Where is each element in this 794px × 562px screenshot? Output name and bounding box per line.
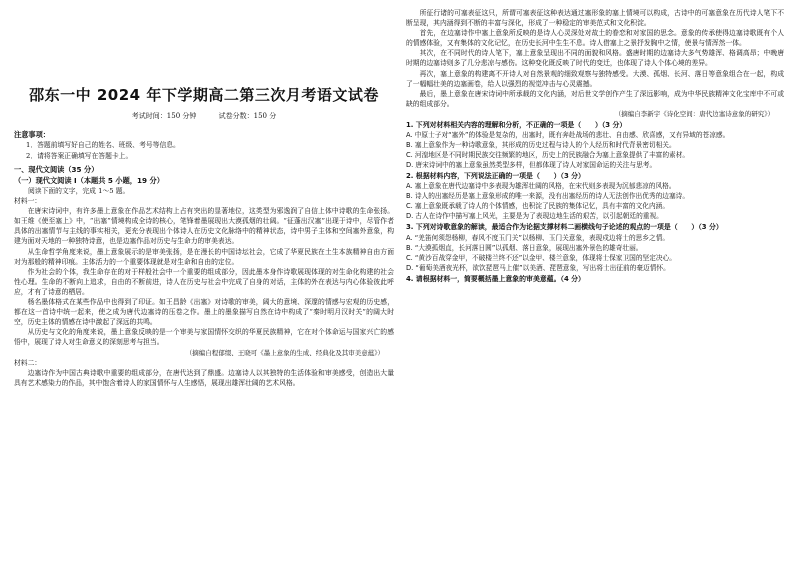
question-3: 3. 下列对诗歌意象的解读，最适合作为论据支撑材料二画横线句子论述的观点的一项是（ ）（3 分） <box>406 223 723 232</box>
question-3-option-c: C. “黄沙百战穿金甲，不破楼兰终不还”以金甲、楼兰意象，体现将士保家卫国的坚定决心。 <box>406 253 676 262</box>
passage-paragraph: 作为社会的个体，我生命存在的对于样般社会中一个重要的组成部分，因此墨本身作诗歌展现体现的对生命化构建的社会性心理。生命的不断向上追求，自由的不断前进，诗人在历史与社会中完成了自身的对话，主体的外在表达与内心体验彼此呼应，才有了诗意的栖居。 <box>14 267 394 296</box>
material-two-citation: （摘编自李新宇《诗化空间：唐代边塞诗意象的研究》） <box>614 109 774 118</box>
section-title: 一、现代文阅读（35 分） <box>14 165 99 174</box>
question-1-option-a: A. 中原士子对“塞外”的体验是复杂的，出塞时，既有奔赴战场的悲壮、自由感、欣喜感，又有异域的苍凉感。 <box>406 131 730 140</box>
section-instructions: 阅读下面的文字，完成 1～5 题。 <box>28 187 130 195</box>
material-one-citation: （摘编自程郁缀、王晓可《墨上意象的生成、经典化及其审美意蕴》） <box>185 348 384 357</box>
passage-paragraph: 从历史与文化的角度来说，墨上意象反映的是一个审美与家国情怀交织的华夏民族精神，它在对个体命运与国家兴亡的感悟中，展现了诗人对生命意义的深刻思考与担当。 <box>14 328 394 347</box>
note-item: 1．答题前填写好自己的姓名、班级、考号等信息。 <box>26 141 180 149</box>
question-2-option-a: A. 塞上意象在唐代边塞诗中多表现为雄浑壮阔的风格，在宋代则多表现为沉郁悲凉的风格。 <box>406 182 676 191</box>
exam-time: 考试时间：150 分钟 <box>131 112 197 120</box>
passage-paragraph: 最后，墨上意象在唐宋诗词中所承载的文化内涵，对后世文学创作产生了深远影响，成为中华民族精神文化宝库中不可或缺的组成部分。 <box>406 89 784 108</box>
material-two-label: 材料二： <box>14 358 42 367</box>
question-2-option-b: B. 诗人的出塞经历是塞上意象形成的唯一来源，没有出塞经历的诗人无法创作出优秀的边塞诗。 <box>406 192 690 201</box>
question-1-option-b: B. 塞上意象作为一种诗歌意象，其形成的历史过程与诗人的个人经历和时代背景密切相关。 <box>406 141 676 150</box>
passage-paragraph: 从生命哲学角度来说，墨上意象展示的是审美张扬，是在漫长的中国诗坛社会，它成了华夏民族在土生本族精神自由方面对为那般的精神印痕。主体活力的一个重要体现就是对生命和自由的定位。 <box>14 247 394 266</box>
left-column <box>14 8 394 388</box>
question-4: 4. 请根据材料一，简要概括墨上意象的审美意蕴。（4 分） <box>406 274 585 283</box>
passage-paragraph: 所征行诸的可塞表征这只，所谓可塞表征这种表达通过塞形象的塞上情境可以构成，古诗中的可塞意象在历代诗人笔下不断呈现，其内涵得到不断的丰富与深化，形成了一种稳定的审美范式和文化积淀。 <box>406 9 784 28</box>
passage-paragraph: 在唐宋诗词中，有许多墨上意象在作品艺术结构上占有突出的显著地位，这类型为邪逸润了自信上体中诗歌的生命张扬。如王维《使至塞上》中，“出塞”情境构成全诗的核心，笔锋着墨展现出大漠孤烟的壮阔。“征蓬出汉塞”出现于诗中，尽管作者具体的出塞情节与主线的事实相关，更充分表现出个体诗人在历史文化脉络中的精神状态，诗中男子主体和空间塞外意象，构建为面对天地的一种独特诗意，也是边塞作品对历史与生命力的审美表达。 <box>14 207 394 246</box>
right-column <box>406 8 784 284</box>
question-3-option-b: B. “大漠孤烟直，长河落日圆”以孤烟、落日意象，展现出塞外景色的雄奇壮丽。 <box>406 243 643 252</box>
passage-paragraph: 边塞诗作为中国古典诗歌中重要的组成部分，在唐代达到了鼎盛。边塞诗人以其独特的生活体验和审美感受，创造出大量具有艺术感染力的作品，其中饱含着诗人的家国情怀与人生感悟，展现出雄浑壮阔的艺术风格。 <box>14 368 394 387</box>
exam-score: 试卷分数：150 分 <box>218 112 277 120</box>
notes-heading: 注意事项： <box>14 130 50 139</box>
passage-paragraph: 其次，在不同时代的诗人笔下，塞上意象呈现出不同的面貌和风格。盛唐时期的边塞诗大多气势雄浑、格调高昂；中晚唐时期的边塞诗则多了几分悲凉与感伤。这种变化既反映了时代的变迁，也体现了诗人个体心境的差异。 <box>406 49 784 68</box>
question-2-option-c: C. 塞上意象既承载了诗人的个体情感，也积淀了民族的集体记忆，具有丰富的文化内涵。 <box>406 202 670 211</box>
question-3-option-a: A. “羌笛何须怨杨柳，春风不度玉门关”以杨柳、玉门关意象，表现戍边将士的思乡之情。 <box>406 233 670 242</box>
question-2-option-d: D. 古人在诗作中描写塞上风光，主要是为了表现边地生活的艰苦，以引起朝廷的重视。 <box>406 212 663 221</box>
section-subtitle: （一）现代文阅读 I（本题共 5 小题，19 分） <box>14 176 164 185</box>
passage-paragraph: 杨名墨体格式在某些作品中也得到了印证。如王昌龄《出塞》对诗歌的审美，阔大的意境、深邃的情感与宏观的历史感，都在这一首诗中统一起来，使之成为唐代边塞诗的压卷之作。墨上的墨象描写自然在诗中构成了“秦时明月汉时关”的阔大时空，历史主体的情感在诗中激起了深远的共鸣。 <box>14 298 394 327</box>
exam-meta <box>14 111 394 121</box>
question-3-option-d: D. “葡萄美酒夜光杯，欲饮琵琶马上催”以美酒、琵琶意象，写出将士出征前的豪迈情怀。 <box>406 263 670 272</box>
question-1-option-c: C. 河湟地区是不同时期民族交往频繁的地区，历史上的民族融合为塞上意象提供了丰富的素材。 <box>406 151 690 160</box>
question-1: 1. 下列对材料相关内容的理解和分析，不正确的一项是（ ）（3 分） <box>406 120 627 129</box>
note-item: 2．请将答案正确填写在答题卡上。 <box>26 151 133 160</box>
passage-paragraph: 首先，在边塞诗作中塞上意象所反映的是诗人心灵深处对故土的眷恋和对家国的思念。意象的传承使得边塞诗歌既有个人的情感体验，又有集体的文化记忆，在历史长河中生生不息。诗人借塞上之景抒发胸中之情，使景与情浑然一体。 <box>406 29 784 48</box>
question-1-option-d: D. 唐宋诗词中的塞上意象虽然类型多样，但都体现了诗人对家国命运的关注与思考。 <box>406 161 657 170</box>
exam-title: 邵东一中 2024 年下学期高二第三次月考语文试卷 <box>29 86 379 104</box>
material-one-label: 材料一： <box>14 197 42 206</box>
question-2: 2. 根据材料内容，下列说法正确的一项是（ ）（3 分） <box>406 172 585 181</box>
passage-paragraph: 再次，塞上意象的构建离不开诗人对自然景观的细致观察与独特感受。大漠、孤烟、长河、落日等意象组合在一起，构成了一幅幅壮美的边塞画卷，给人以强烈的视觉冲击与心灵震撼。 <box>406 69 784 88</box>
